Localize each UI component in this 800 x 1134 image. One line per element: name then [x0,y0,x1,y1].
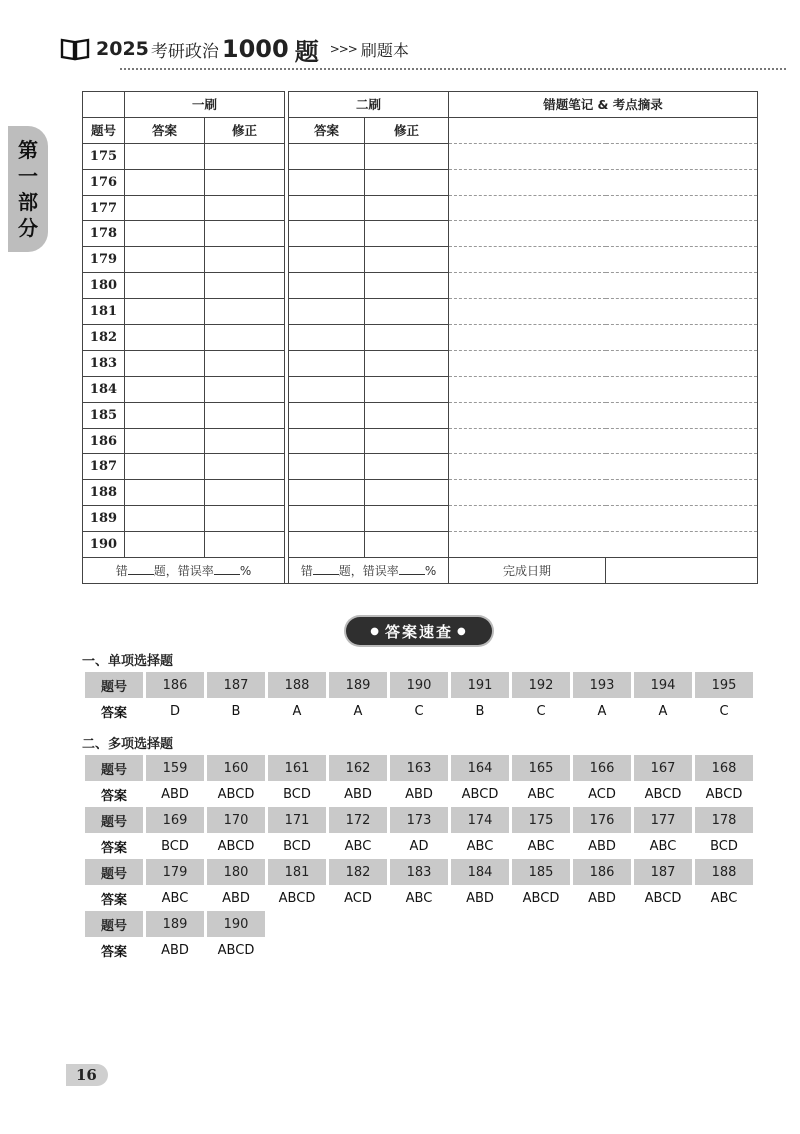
book-icon [60,37,90,61]
answer-value: ABCD [217,838,255,854]
round1-answer-cell[interactable] [125,299,205,325]
round2-fix-cell[interactable] [365,376,449,402]
question-number: 159 [146,755,204,781]
answer-value: ABC [710,890,738,906]
question-number: 177 [83,195,125,221]
row-label: 答案 [100,892,127,908]
answer-value: ABCD [461,786,499,802]
round1-answer-cell[interactable] [125,480,205,506]
round2-fix-cell[interactable] [365,480,449,506]
header-title-char: 题 [294,37,319,66]
round1-fix-cell[interactable] [205,428,285,454]
answer-value: ABC [405,890,433,906]
notes-line[interactable] [449,532,758,558]
sheet-footer-row [83,558,758,584]
notes-line[interactable] [449,299,758,325]
completion-date-label: 完成日期 [449,558,606,584]
question-number: 171 [268,807,326,833]
round2-header: 二刷 [289,92,449,118]
answer-row [85,833,753,859]
question-number: 193 [573,672,631,698]
answer-row [85,781,753,807]
sheet-row [83,143,758,169]
question-number-row [85,755,753,781]
answer-value: ABCD [644,890,682,906]
answer-value: ABD [466,890,494,906]
col-number-header: 题号 [83,117,125,143]
header-subtitle: 刷题本 [360,40,409,60]
answer-value: ABCD [644,786,682,802]
header-year: 2025 [96,38,149,60]
sheet-row [83,350,758,376]
round2-fix-cell[interactable] [365,195,449,221]
col-fix-header: 修正 [365,117,449,143]
round1-answer-cell[interactable] [125,454,205,480]
answer-value: B [475,703,485,719]
answer-value: B [231,703,241,719]
sheet-row [83,221,758,247]
col-answer-header: 答案 [289,117,365,143]
question-number: 188 [695,859,753,885]
question-number: 188 [268,672,326,698]
round2-answer-cell[interactable] [289,273,365,299]
round2-answer-cell[interactable] [289,428,365,454]
round2-fix-cell[interactable] [365,402,449,428]
notes-line[interactable] [449,480,758,506]
question-number: 183 [83,350,125,376]
question-number: 190 [390,672,448,698]
row-label: 题号 [85,672,143,698]
answer-value: ABC [649,838,677,854]
question-number: 189 [329,672,387,698]
answer-value: ABD [222,890,250,906]
question-number: 160 [207,755,265,781]
question-number: 179 [146,859,204,885]
row-label: 答案 [100,944,127,960]
answer-value: A [292,703,302,719]
answer-value: ABD [588,890,616,906]
question-number-row [85,807,753,833]
question-number: 168 [695,755,753,781]
question-number: 185 [83,402,125,428]
side-tab-char: 第 [18,138,38,162]
round2-fix-cell[interactable] [365,454,449,480]
round1-answer-cell[interactable] [125,195,205,221]
answer-value: ABC [527,786,555,802]
round2-answer-cell[interactable] [289,532,365,558]
answer-row [85,937,753,963]
row-label: 答案 [100,788,127,804]
row-label: 题号 [85,755,143,781]
row-label: 题号 [85,911,143,937]
round1-fix-cell[interactable] [205,143,285,169]
notes-line[interactable] [449,195,758,221]
question-number: 186 [146,672,204,698]
header-divider [120,68,786,70]
multi-choice-title: 二、多项选择题 [82,737,174,752]
notes-line[interactable] [449,221,758,247]
round1-fix-cell[interactable] [205,454,285,480]
round2-fix-cell[interactable] [365,143,449,169]
question-number: 162 [329,755,387,781]
round2-answer-cell[interactable] [289,350,365,376]
answer-value: A [658,703,668,719]
question-number: 184 [83,376,125,402]
round2-fix-cell[interactable] [365,325,449,351]
question-number: 192 [512,672,570,698]
question-number-row [85,672,753,698]
notes-line[interactable] [449,376,758,402]
round1-header: 一刷 [125,92,285,118]
answer-value: BCD [283,786,311,802]
practice-sheet-table [82,91,758,584]
question-number: 175 [512,807,570,833]
row-label: 题号 [85,807,143,833]
round1-fix-cell[interactable] [205,480,285,506]
question-number: 184 [451,859,509,885]
col-fix-header: 修正 [205,117,285,143]
round1-fix-cell[interactable] [205,221,285,247]
row-label: 答案 [100,840,127,856]
answer-value: ACD [588,786,616,802]
round2-answer-cell[interactable] [289,376,365,402]
single-choice-grid [82,672,756,724]
question-number: 167 [634,755,692,781]
page-header [60,32,409,66]
answer-value: ABD [161,786,189,802]
sheet-row [83,273,758,299]
header-title: 考研政治 [150,41,219,62]
answer-value: ABD [344,786,372,802]
answer-value: AD [409,838,429,854]
col-answer-header: 答案 [125,117,205,143]
notes-line[interactable] [449,325,758,351]
question-number: 190 [83,532,125,558]
round2-fix-cell[interactable] [365,350,449,376]
completion-date-field[interactable] [606,558,758,584]
question-number: 164 [451,755,509,781]
question-number: 176 [573,807,631,833]
round2-answer-cell[interactable] [289,247,365,273]
notes-line[interactable] [449,506,758,532]
question-number: 174 [451,807,509,833]
question-number: 189 [83,506,125,532]
answer-value: ABD [405,786,433,802]
round1-fix-cell[interactable] [205,273,285,299]
round1-answer-cell[interactable] [125,325,205,351]
round1-answer-cell[interactable] [125,169,205,195]
answer-value: ABD [161,942,189,958]
row-label: 答案 [100,705,127,721]
question-number: 187 [207,672,265,698]
question-number: 182 [83,325,125,351]
round1-fix-cell[interactable] [205,376,285,402]
round2-fix-cell[interactable] [365,273,449,299]
sheet-row [83,299,758,325]
answer-value: ABCD [522,890,560,906]
sheet-row [83,195,758,221]
round2-answer-cell[interactable] [289,480,365,506]
question-number-row [85,859,753,885]
question-number: 186 [573,859,631,885]
round2-fix-cell[interactable] [365,506,449,532]
round1-fix-cell[interactable] [205,169,285,195]
multi-choice-grid [82,755,756,963]
round1-fix-cell[interactable] [205,247,285,273]
answer-row [85,698,753,724]
round2-fix-cell[interactable] [365,247,449,273]
question-number: 163 [390,755,448,781]
question-number-row [85,911,753,937]
row-label: 题号 [85,859,143,885]
round2-answer-cell[interactable] [289,195,365,221]
round1-answer-cell[interactable] [125,221,205,247]
question-number: 186 [83,428,125,454]
round1-fix-cell[interactable] [205,299,285,325]
round2-fix-cell[interactable] [365,532,449,558]
header-count: 1000 [221,35,289,63]
round1-answer-cell[interactable] [125,247,205,273]
section-side-tab [8,126,48,252]
answer-row [85,885,753,911]
round2-answer-cell[interactable] [289,221,365,247]
round1-fix-cell[interactable] [205,532,285,558]
question-number: 180 [83,273,125,299]
answer-value: C [719,703,729,719]
answer-value: D [169,703,180,719]
question-number: 169 [146,807,204,833]
answer-value: ABCD [217,786,255,802]
question-number: 178 [695,807,753,833]
answer-value: BCD [710,838,738,854]
notes-line[interactable] [449,454,758,480]
notes-line[interactable] [449,117,758,143]
round1-answer-cell[interactable] [125,428,205,454]
round2-fix-cell[interactable] [365,169,449,195]
question-number: 173 [390,807,448,833]
round1-answer-cell[interactable] [125,273,205,299]
question-number: 176 [83,169,125,195]
question-number: 183 [390,859,448,885]
notes-line[interactable] [449,273,758,299]
question-number: 190 [207,911,265,937]
sheet-row [83,402,758,428]
question-number: 188 [83,480,125,506]
question-number: 175 [83,143,125,169]
question-number: 187 [634,859,692,885]
side-tab-char: 部 [18,190,38,214]
sheet-row [83,169,758,195]
sheet-row [83,454,758,480]
notes-line[interactable] [449,247,758,273]
round2-answer-cell[interactable] [289,402,365,428]
answer-value: ABC [527,838,555,854]
answer-value: ABD [588,838,616,854]
round2-answer-cell[interactable] [289,169,365,195]
notes-line[interactable] [449,402,758,428]
question-number: 172 [329,807,387,833]
question-number: 161 [268,755,326,781]
round1-fix-cell[interactable] [205,325,285,351]
question-number: 187 [83,454,125,480]
round1-fix-cell[interactable] [205,350,285,376]
answer-value: ABC [161,890,189,906]
sheet-row [83,480,758,506]
answer-value: C [536,703,546,719]
answer-value: ABC [466,838,494,854]
notes-line[interactable] [449,428,758,454]
question-number: 178 [83,221,125,247]
round2-answer-cell[interactable] [289,325,365,351]
answer-value: A [353,703,363,719]
question-number: 177 [634,807,692,833]
error-rate-round1[interactable]: 错 题，错误率 % [83,558,285,584]
round1-answer-cell[interactable] [125,143,205,169]
question-number: 182 [329,859,387,885]
round1-fix-cell[interactable] [205,402,285,428]
answer-value: ABCD [217,942,255,958]
question-number: 185 [512,859,570,885]
question-number: 181 [83,299,125,325]
round2-answer-cell[interactable] [289,299,365,325]
round1-answer-cell[interactable] [125,506,205,532]
sheet-row [83,247,758,273]
answer-value: ACD [344,890,372,906]
corner-cell [83,92,125,118]
answer-value: BCD [283,838,311,854]
answer-value: C [414,703,424,719]
round1-answer-cell[interactable] [125,376,205,402]
question-number: 191 [451,672,509,698]
side-tab-char: 分 [18,216,38,240]
single-choice-title: 一、单项选择题 [82,654,174,669]
round2-answer-cell[interactable] [289,143,365,169]
round2-answer-cell[interactable] [289,506,365,532]
question-number: 195 [695,672,753,698]
question-number: 165 [512,755,570,781]
notes-line[interactable] [449,169,758,195]
notes-header: 错题笔记 & 考点摘录 [449,92,758,118]
round1-answer-cell[interactable] [125,402,205,428]
notes-line[interactable] [449,143,758,169]
answer-value: ABC [344,838,372,854]
side-tab-char: 一 [18,164,38,188]
notes-line[interactable] [449,350,758,376]
question-number: 181 [268,859,326,885]
question-number: 170 [207,807,265,833]
sheet-row [83,532,758,558]
round1-fix-cell[interactable] [205,506,285,532]
answer-value: BCD [161,838,189,854]
question-number: 179 [83,247,125,273]
round2-fix-cell[interactable] [365,299,449,325]
page-number: 16 [66,1064,108,1086]
sheet-row [83,376,758,402]
sheet-row [83,428,758,454]
sheet-row [83,325,758,351]
question-number: 180 [207,859,265,885]
question-number: 166 [573,755,631,781]
quick-answer-title: ● 答案速查 ● [346,617,492,645]
answer-value: ABCD [705,786,743,802]
round1-answer-cell[interactable] [125,532,205,558]
answer-value: ABCD [278,890,316,906]
sheet-row [83,506,758,532]
error-rate-round2[interactable]: 错 题，错误率 % [289,558,449,584]
round2-fix-cell[interactable] [365,221,449,247]
round2-fix-cell[interactable] [365,428,449,454]
round1-fix-cell[interactable] [205,195,285,221]
answer-value: A [597,703,607,719]
question-number: 189 [146,911,204,937]
round2-answer-cell[interactable] [289,454,365,480]
round1-answer-cell[interactable] [125,350,205,376]
header-arrows: >>> [329,42,357,56]
question-number: 194 [634,672,692,698]
